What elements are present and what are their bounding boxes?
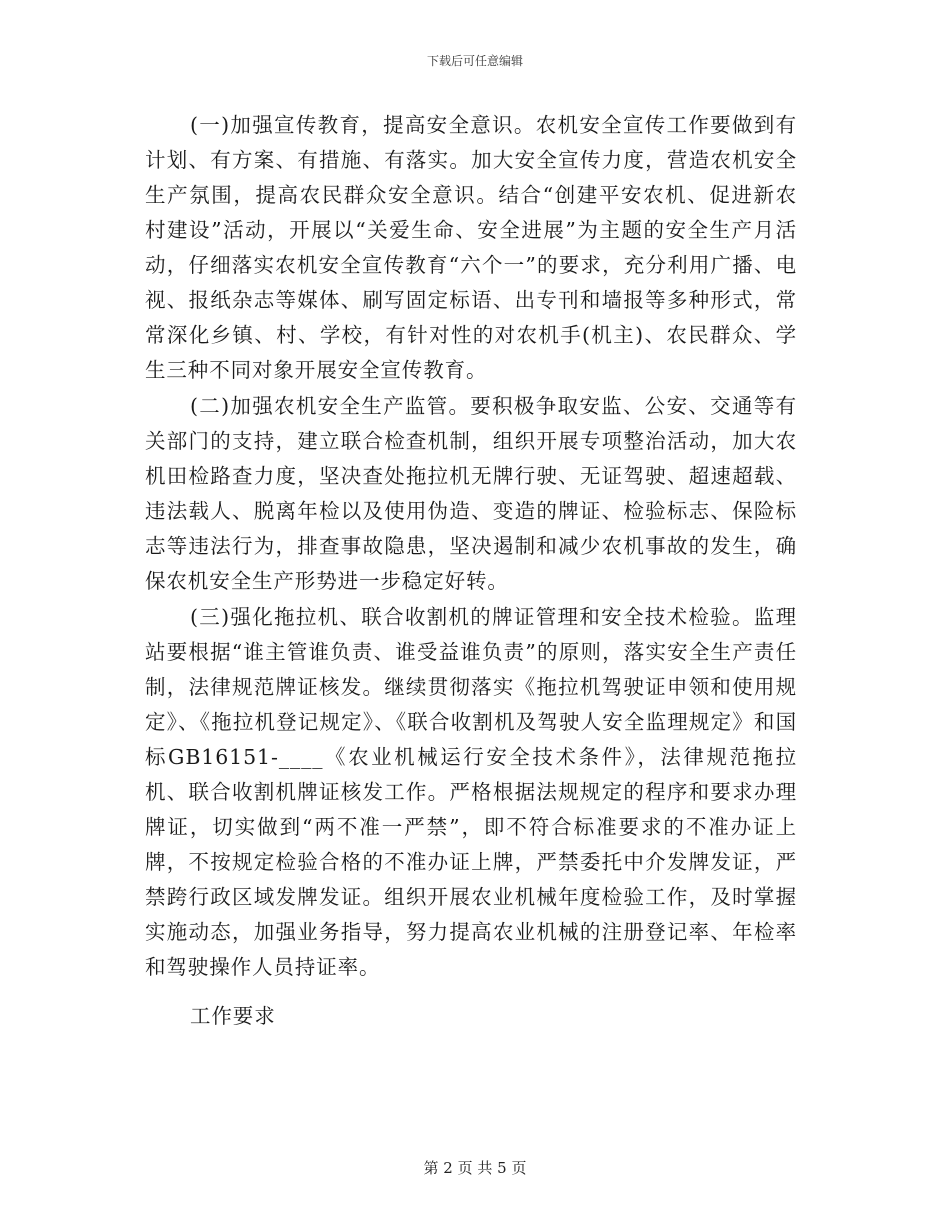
paragraph-license-management: (三)强化拖拉机、联合收割机的牌证管理和安全技术检验。监理站要根据“谁主管谁负责、谁受益谁负责”的原则，落实安全生产责任制，法律规范牌证核发。继续贯彻落实《拖拉机驾驶证申领和使用规定》、《拖拉机登记规定》、《联合收割机及驾驶人安全监理规定》和国标GB16151-____《农业机械运行安全技术条件》，法律规范拖拉机、联合收割机牌证核发工作。严格根据法规规定的程序和要求办理牌证，切实做到“两不准一严禁”，即不符合标准要求的不准办证上牌，不按规定检验合格的不准办证上牌，严禁委托中介发牌发证，严禁跨行政区域发牌发证。组织开展农业机械年度检验工作，及时掌握实施动态，加强业务指导，努力提高农业机械的注册登记率、年检率和驾驶操作人员持证率。 [145,605,797,979]
section-heading-work-requirements: 工作要求 [190,1004,276,1028]
page-number: 第 2 页 共 5 页 [423,1159,527,1177]
paragraph-safety-supervision: (二)加强农机安全生产监管。要积极争取安监、公安、交通等有关部门的支持，建立联合检查机制，组织开展专项整治活动，加大农机田检路查力度，坚决查处拖拉机无牌行驶、无证驾驶、超速超载、违法载人、脱离年检以及使用伪造、变造的牌证、检验标志、保险标志等违法行为，排查事故隐患，坚决遏制和减少农机事故的发生，确保农机安全生产形势进一步稳定好转。 [145,394,797,593]
page-header: 下载后可任意编辑 [426,54,523,68]
paragraph-publicity-education: (一)加强宣传教育，提高安全意识。农机安全宣传工作要做到有计划、有方案、有措施、有落实。加大安全宣传力度，营造农机安全生产氛围，提高农民群众安全意识。结合“创建平安农机、促进新农村建设”活动，开展以“关爱生命、安全进展”为主题的安全生产月活动，仔细落实农机安全宣传教育“六个一”的要求，充分利用广播、电视、报纸杂志等媒体、刷写固定标语、出专刊和墙报等多种形式，常常深化乡镇、村、学校，有针对性的对农机手(机主)、农民群众、学生三种不同对象开展安全宣传教育。 [145,113,797,382]
document-body [145,108,797,1034]
